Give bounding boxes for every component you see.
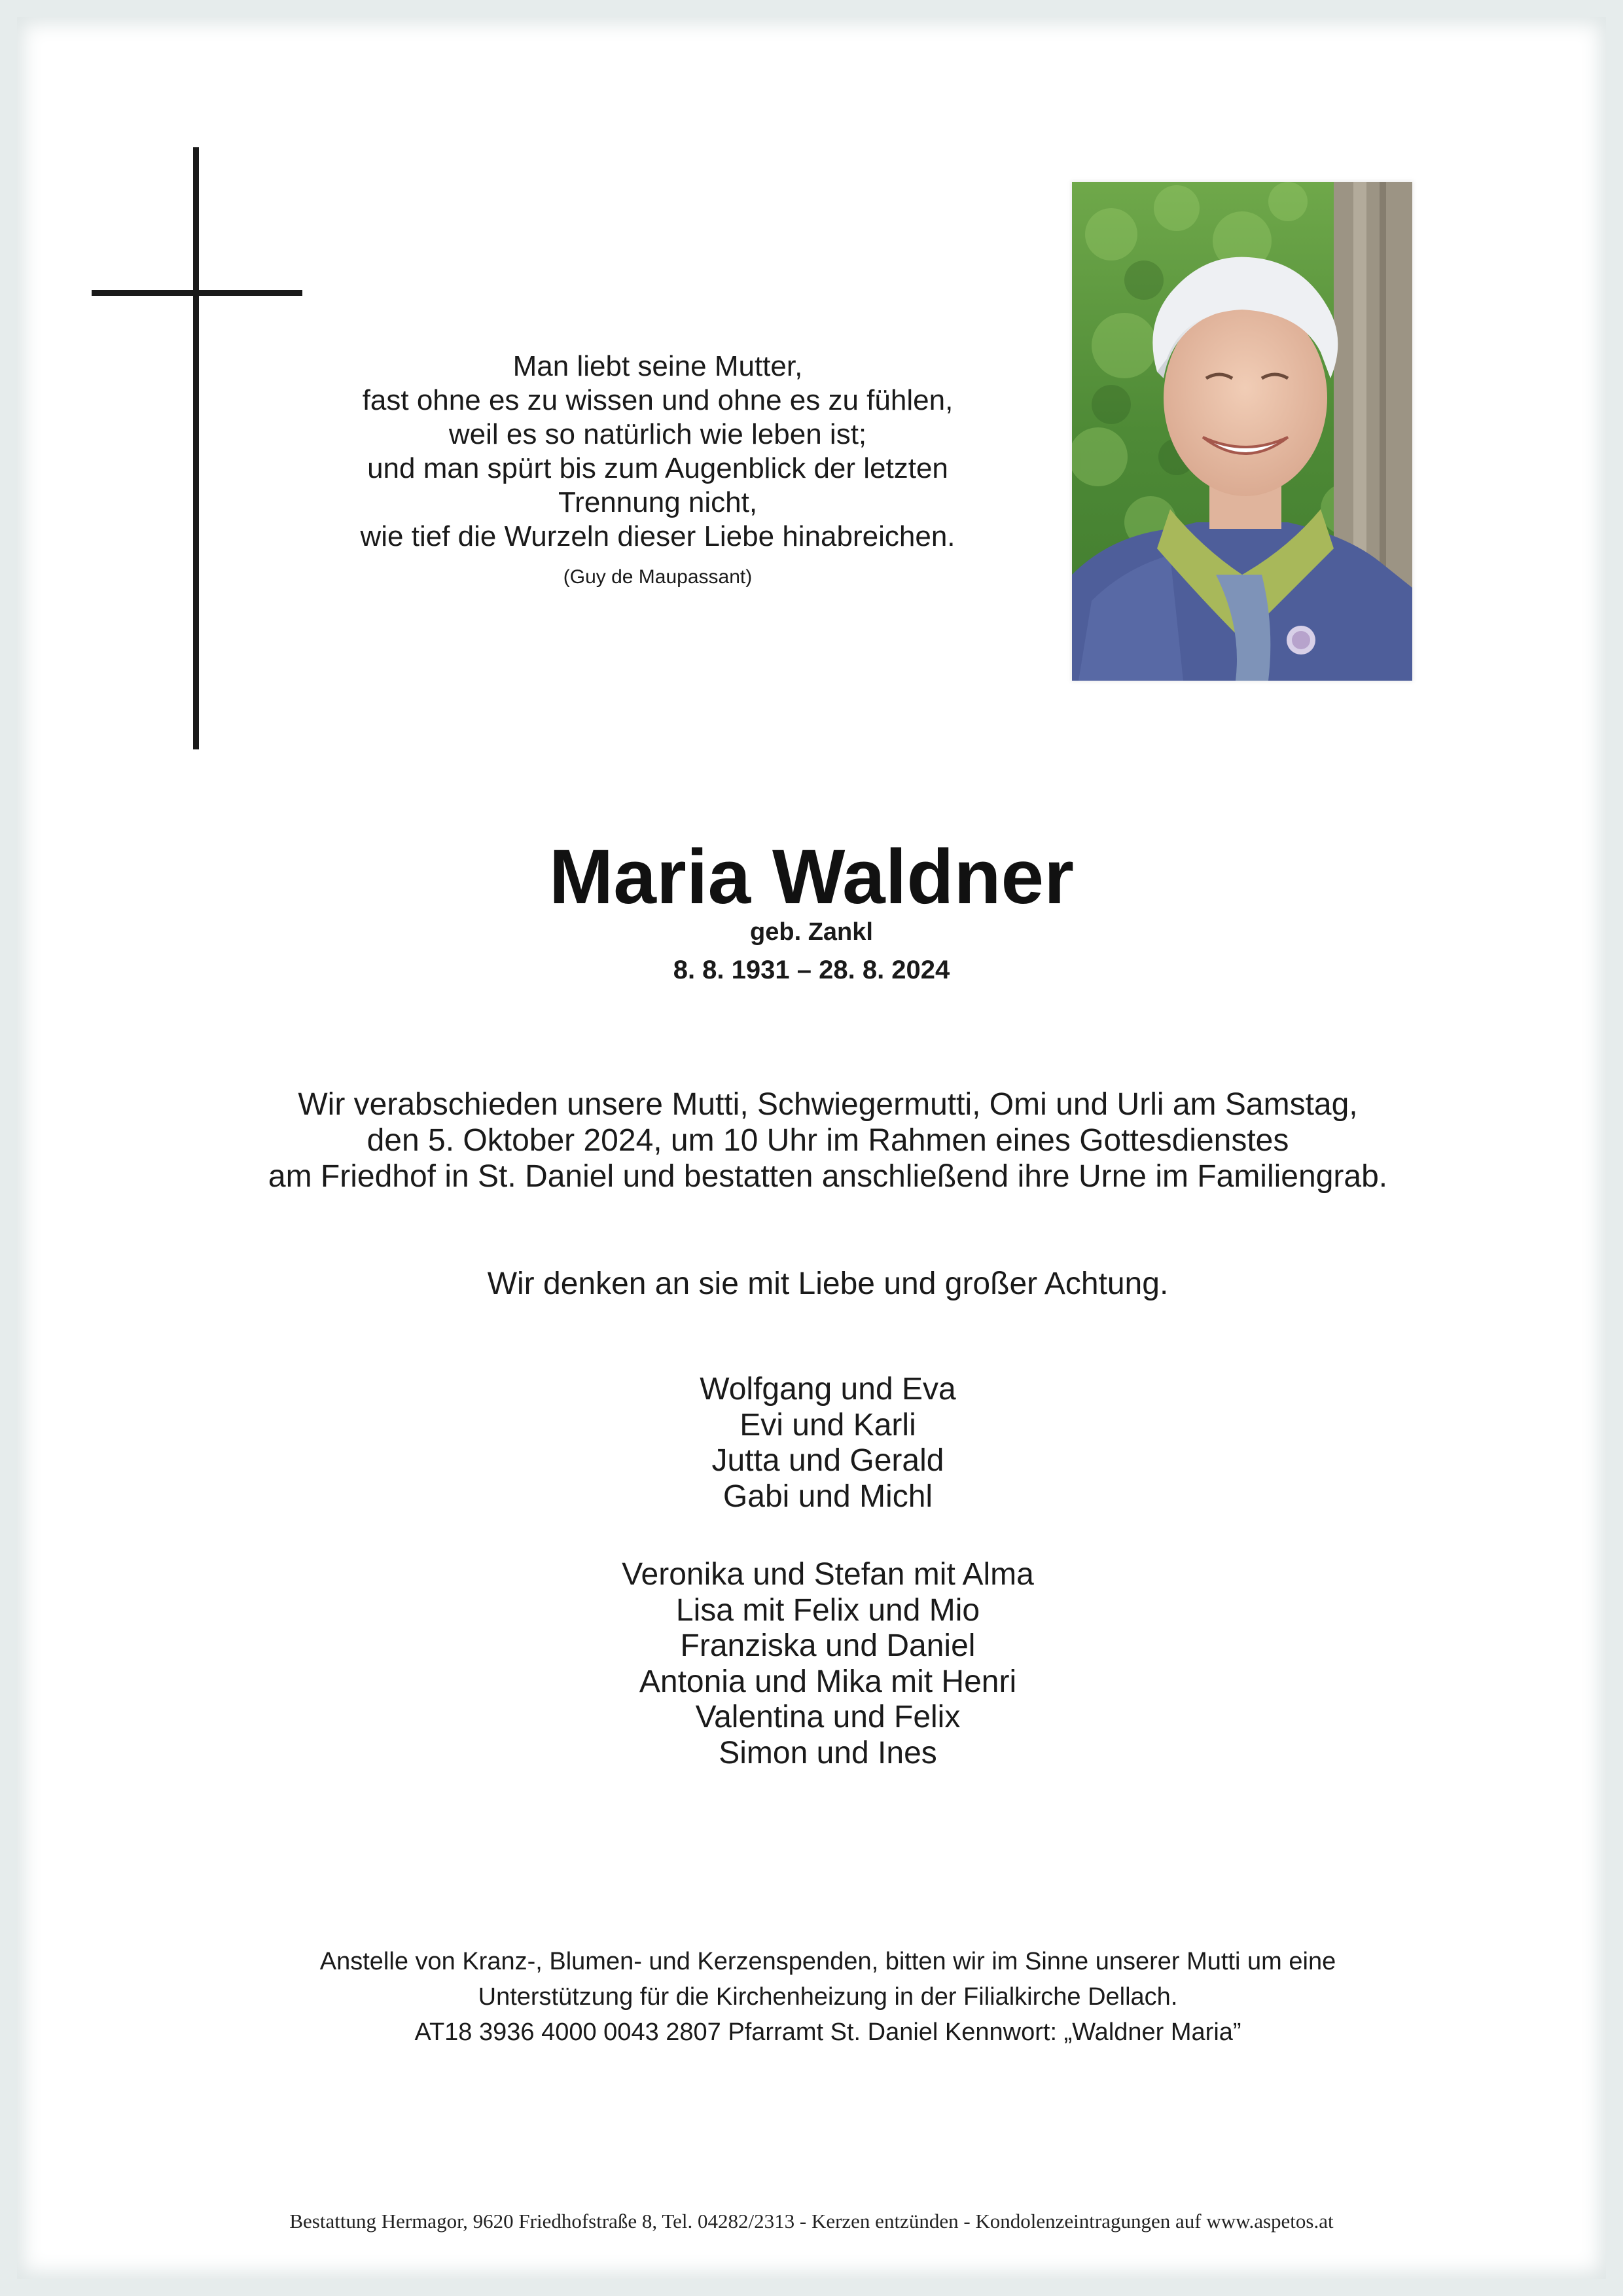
family-member: Franziska und Daniel <box>680 1628 976 1663</box>
birth-name: geb. Zankl <box>750 918 873 946</box>
portrait-photo <box>1072 182 1412 681</box>
funeral-home-footer: Bestattung Hermagor, 9620 Friedhofstraße 8, Tel. 04282/2313 - Kerzen entzünden - Kondolenzeintragungen auf www.aspetos.at <box>289 2210 1334 2233</box>
deceased-name: Maria Waldner <box>548 834 1075 920</box>
farewell-line: am Friedhof in St. Daniel und bestatten anschließend ihre Urne im Familiengrab. <box>268 1159 1388 1194</box>
donation-request <box>0 1944 1623 2050</box>
quote-line: Man liebt seine Mutter, <box>512 350 803 382</box>
donation-line: Anstelle von Kranz-, Blumen- und Kerzenspenden, bitten wir im Sinne unserer Mutti um eine <box>319 1948 1336 1975</box>
memorial-quote <box>281 350 1034 589</box>
family-member: Wolfgang und Eva <box>700 1372 956 1407</box>
family-member: Lisa mit Felix und Mio <box>675 1592 980 1628</box>
family-member: Veronika und Stefan mit Alma <box>622 1557 1034 1592</box>
quote-line: und man spürt bis zum Augenblick der letzten <box>367 452 948 484</box>
donation-iban-line: AT18 3936 4000 0043 2807 Pfarramt St. Daniel Kennwort: „Waldner Maria” <box>414 2018 1241 2046</box>
family-group-children <box>0 1372 1623 1515</box>
family-member: Evi und Karli <box>740 1407 916 1443</box>
family-group-grandchildren <box>0 1557 1623 1771</box>
family-member: Antonia und Mika mit Henri <box>639 1664 1017 1699</box>
cross-horizontal-bar <box>92 290 302 296</box>
farewell-text <box>0 1086 1623 1194</box>
life-dates: 8. 8. 1931 – 28. 8. 2024 <box>673 956 950 984</box>
farewell-line: Wir verabschieden unsere Mutti, Schwiegermutti, Omi und Urli am Samstag, <box>298 1087 1358 1122</box>
quote-line: wie tief die Wurzeln dieser Liebe hinabreichen. <box>360 520 955 552</box>
cross-vertical-bar <box>193 147 199 749</box>
memory-line: Wir denken an sie mit Liebe und großer Achtung. <box>487 1266 1169 1301</box>
farewell-line: den 5. Oktober 2024, um 10 Uhr im Rahmen eines Gottesdienstes <box>366 1123 1289 1158</box>
quote-line: fast ohne es zu wissen und ohne es zu fühlen, <box>362 384 954 416</box>
quote-line: weil es so natürlich wie leben ist; <box>448 418 867 450</box>
family-member: Jutta und Gerald <box>711 1443 944 1478</box>
quote-author: (Guy de Maupassant) <box>563 566 753 588</box>
quote-line: Trennung nicht, <box>558 486 758 518</box>
family-member: Simon und Ines <box>719 1735 937 1770</box>
family-member: Valentina und Felix <box>695 1700 961 1734</box>
family-member: Gabi und Michl <box>722 1479 933 1514</box>
donation-line: Unterstützung für die Kirchenheizung in der Filialkirche Dellach. <box>478 1983 1178 2011</box>
